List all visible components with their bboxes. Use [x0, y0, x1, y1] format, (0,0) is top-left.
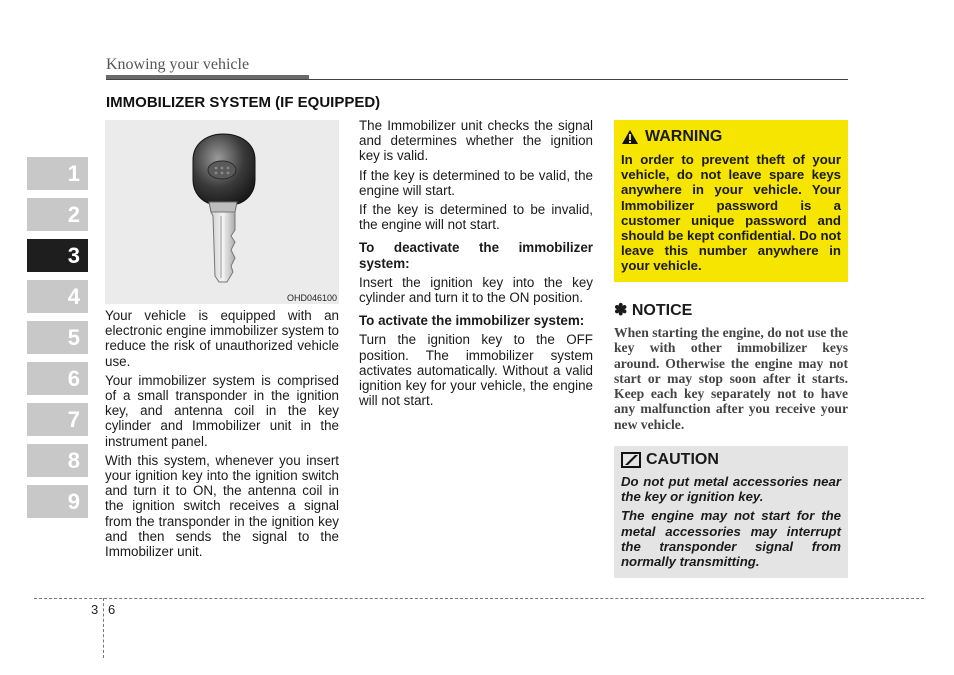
paragraph: Your vehicle is equipped with an electronic engine immobilizer system to reduce the risk of unauthorized vehicle use. [105, 308, 339, 369]
paragraph: If the key is determined to be invalid, the engine will not start. [359, 202, 593, 233]
warning-box [614, 120, 848, 282]
paragraph: Insert the ignition key into the key cylinder and turn it to the ON position. [359, 274, 593, 306]
paragraph: Turn the ignition key to the OFF position. The immobilizer system activates automatically. Without a valid ignition key for your vehicle, the engine will not start. [359, 332, 593, 409]
activate-heading: To activate the immobilizer system: [359, 313, 585, 329]
deactivate-heading: To deactivate the immobilizer system: [359, 240, 593, 271]
paragraph: The Immobilizer unit checks the signal and determines whether the ignition key is valid. [359, 118, 593, 164]
caution-title: CAUTION [646, 451, 719, 468]
figure-code: OHD046100 [286, 293, 337, 303]
chapter-tab-5[interactable]: 5 [27, 321, 88, 354]
footer-divider [34, 598, 924, 599]
caution-paragraph: Do not put metal accessories near the key or ignition key. [621, 474, 841, 505]
chapter-tab-7[interactable]: 7 [27, 403, 88, 436]
paragraph: If the key is determined to be valid, the engine will start. [359, 167, 593, 198]
chapter-tab-3[interactable]: 3 [27, 239, 88, 272]
chapter-tab-9[interactable]: 9 [27, 485, 88, 518]
section-title: IMMOBILIZER SYSTEM (IF EQUIPPED) [106, 94, 381, 111]
ignition-key-figure [105, 120, 339, 304]
ignition-key-icon [105, 120, 339, 304]
caution-box [614, 446, 848, 578]
body-column-2 [359, 118, 593, 412]
chapter-number: 3 [91, 602, 99, 617]
chapter-tab-2[interactable]: 2 [27, 198, 88, 231]
paragraph: With this system, whenever you insert your ignition key into the ignition switch and turn it to ON, the antenna coil in the ignition switch receives a signal from the transponder in the ignition key and then sends the signal to the Immobilizer unit. [105, 452, 339, 560]
header-section-name: Knowing your vehicle [106, 56, 250, 73]
paragraph: Your immobilizer system is comprised of a small transponder in the ignition key, and antenna coil in the key cylinder and Immobilizer unit in the instrument panel. [105, 372, 339, 449]
footer-page-divider [103, 598, 104, 658]
caution-header [621, 451, 841, 469]
chapter-tab-8[interactable]: 8 [27, 444, 88, 477]
chapter-tab-4[interactable]: 4 [27, 280, 88, 313]
caution-slash-icon [621, 452, 641, 468]
notice-box [614, 300, 848, 432]
body-column-1 [105, 308, 339, 563]
caution-text [621, 474, 841, 569]
caution-paragraph: The engine may not start for the metal accessories may interrupt the transponder signal from normally transmitting. [621, 508, 841, 570]
header-rule [106, 79, 848, 80]
warning-text: In order to prevent theft of your vehicle, do not leave spare keys anywhere in your vehicle. Your Immobilizer password is a customer unique password and should be kept confidential. Do not leave this number anywhere in your vehicle. [621, 152, 841, 274]
chapter-tab-1[interactable]: 1 [27, 157, 88, 190]
warning-header [621, 128, 841, 146]
notice-title: ✽ NOTICE [614, 302, 693, 319]
page-number: 6 [108, 602, 116, 617]
warning-triangle-icon [621, 129, 639, 145]
notice-text: When starting the engine, do not use the key with other immobilizer keys around. Otherwise the engine may not start or may stop soon after it starts. Keep each key separately not to have any malfunction after you receive your new vehicle. [614, 325, 848, 432]
chapter-tab-6[interactable]: 6 [27, 362, 88, 395]
warning-title: WARNING [645, 128, 723, 145]
